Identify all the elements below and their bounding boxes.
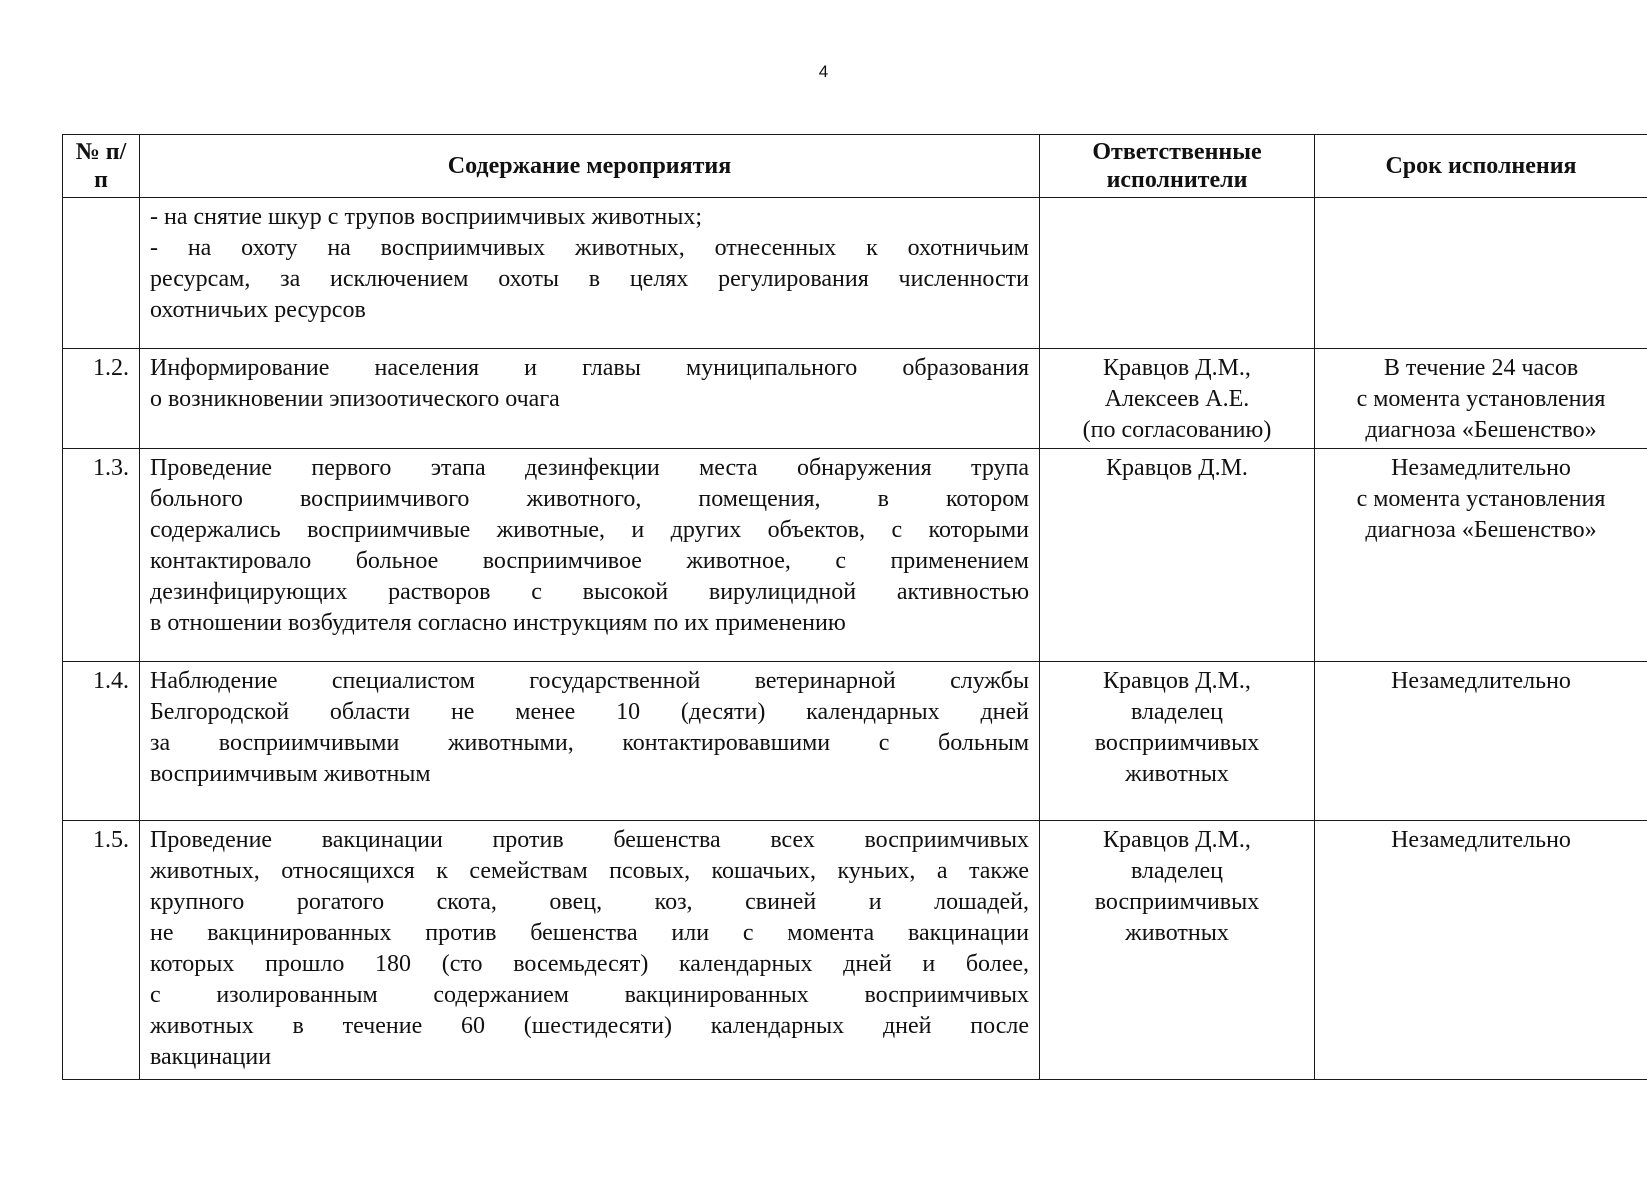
row-term — [1315, 449, 1647, 662]
term-line: Незамедлительно — [1391, 668, 1571, 694]
content-line: Проведение вакцинации против бешенства всех восприимчивых — [150, 827, 1029, 853]
term-line: Незамедлительно — [1391, 455, 1571, 481]
responsible-line: Алексеев А.Е. — [1104, 386, 1250, 412]
row-responsible — [1040, 198, 1315, 349]
content-line: не вакцинированных против бешенства или с момента вакцинации — [150, 920, 1029, 946]
content-line: контактировало больное восприимчивое животное, с применением — [150, 548, 1029, 574]
header-term: Срок исполнения — [1315, 135, 1647, 198]
row-number: 1.5. — [63, 821, 140, 1080]
table-row — [63, 349, 1647, 449]
table-row — [63, 662, 1647, 821]
content-line: ресурсам, за исключением охоты в целях регулирования численности — [150, 266, 1029, 292]
responsible-line: Кравцов Д.М. — [1106, 455, 1248, 481]
content-line: - на снятие шкур с трупов восприимчивых животных; — [150, 204, 703, 230]
responsible-line: Кравцов Д.М., — [1103, 827, 1251, 853]
content-line: Наблюдение специалистом государственной ветеринарной службы — [150, 668, 1029, 694]
content-line: с изолированным содержанием вакцинированных восприимчивых — [150, 982, 1029, 1008]
content-line: Белгородской области не менее 10 (десяти) календарных дней — [150, 699, 1029, 725]
row-responsible — [1040, 349, 1315, 449]
row-content — [140, 821, 1040, 1080]
row-content — [140, 662, 1040, 821]
content-line: животных, относящихся к семействам псовых, кошачьих, куньих, а также — [150, 858, 1029, 884]
content-line: больного восприимчивого животного, помещения, в котором — [150, 486, 1029, 512]
row-content — [140, 349, 1040, 449]
responsible-line: восприимчивых — [1094, 889, 1260, 915]
row-term — [1315, 662, 1647, 821]
row-responsible — [1040, 449, 1315, 662]
responsible-line: владелец — [1131, 858, 1223, 884]
header-number: № п/п — [63, 135, 140, 198]
table-row — [63, 821, 1647, 1080]
term-line: диагноза «Бешенство» — [1365, 517, 1597, 543]
header-content: Содержание мероприятия — [140, 135, 1040, 198]
content-line: Проведение первого этапа дезинфекции места обнаружения трупа — [150, 455, 1029, 481]
row-number: 1.4. — [63, 662, 140, 821]
content-line: Информирование населения и главы муниципального образования — [150, 355, 1029, 381]
row-responsible — [1040, 821, 1315, 1080]
responsible-line: Кравцов Д.М., — [1103, 355, 1251, 381]
row-term — [1315, 198, 1647, 349]
term-line: Незамедлительно — [1391, 827, 1571, 853]
content-line: за восприимчивыми животными, контактировавшими с больным — [150, 730, 1029, 756]
content-line: которых прошло 180 (сто восемьдесят) календарных дней и более, — [150, 951, 1029, 977]
page-number: 4 — [818, 62, 829, 81]
row-content — [140, 449, 1040, 662]
content-line: о возникновении эпизоотического очага — [150, 386, 560, 412]
row-responsible — [1040, 662, 1315, 821]
content-line: крупного рогатого скота, овец, коз, свиней и лошадей, — [150, 889, 1029, 915]
responsible-line: восприимчивых — [1094, 730, 1260, 756]
row-content — [140, 198, 1040, 349]
row-number: 1.3. — [63, 449, 140, 662]
measures-table — [62, 134, 1647, 1080]
content-line: вакцинации — [150, 1044, 272, 1070]
responsible-line: (по согласованию) — [1082, 417, 1272, 443]
table-row — [63, 449, 1647, 662]
responsible-line: Кравцов Д.М., — [1103, 668, 1251, 694]
row-number — [63, 198, 140, 349]
row-term — [1315, 821, 1647, 1080]
responsible-line: животных — [1125, 920, 1229, 946]
content-line: восприимчивым животным — [150, 761, 431, 787]
row-number: 1.2. — [63, 349, 140, 449]
term-line: с момента установления — [1356, 486, 1606, 512]
content-line: содержались восприимчивые животные, и других объектов, с которыми — [150, 517, 1029, 543]
content-line: - на охоту на восприимчивых животных, отнесенных к охотничьим — [150, 235, 1029, 261]
content-line: охотничьих ресурсов — [150, 297, 366, 323]
table-header-row — [63, 135, 1647, 198]
row-term — [1315, 349, 1647, 449]
content-line: дезинфицирующих растворов с высокой вирулицидной активностью — [150, 579, 1029, 605]
term-line: диагноза «Бешенство» — [1365, 417, 1597, 443]
header-responsible: Ответственные исполнители — [1040, 135, 1315, 198]
term-line: В течение 24 часов — [1383, 355, 1579, 381]
responsible-line: владелец — [1131, 699, 1223, 725]
term-line: с момента установления — [1356, 386, 1606, 412]
content-line: животных в течение 60 (шестидесяти) календарных дней после — [150, 1013, 1029, 1039]
table-row — [63, 198, 1647, 349]
responsible-line: животных — [1125, 761, 1229, 787]
content-line: в отношении возбудителя согласно инструкциям по их применению — [150, 610, 846, 636]
